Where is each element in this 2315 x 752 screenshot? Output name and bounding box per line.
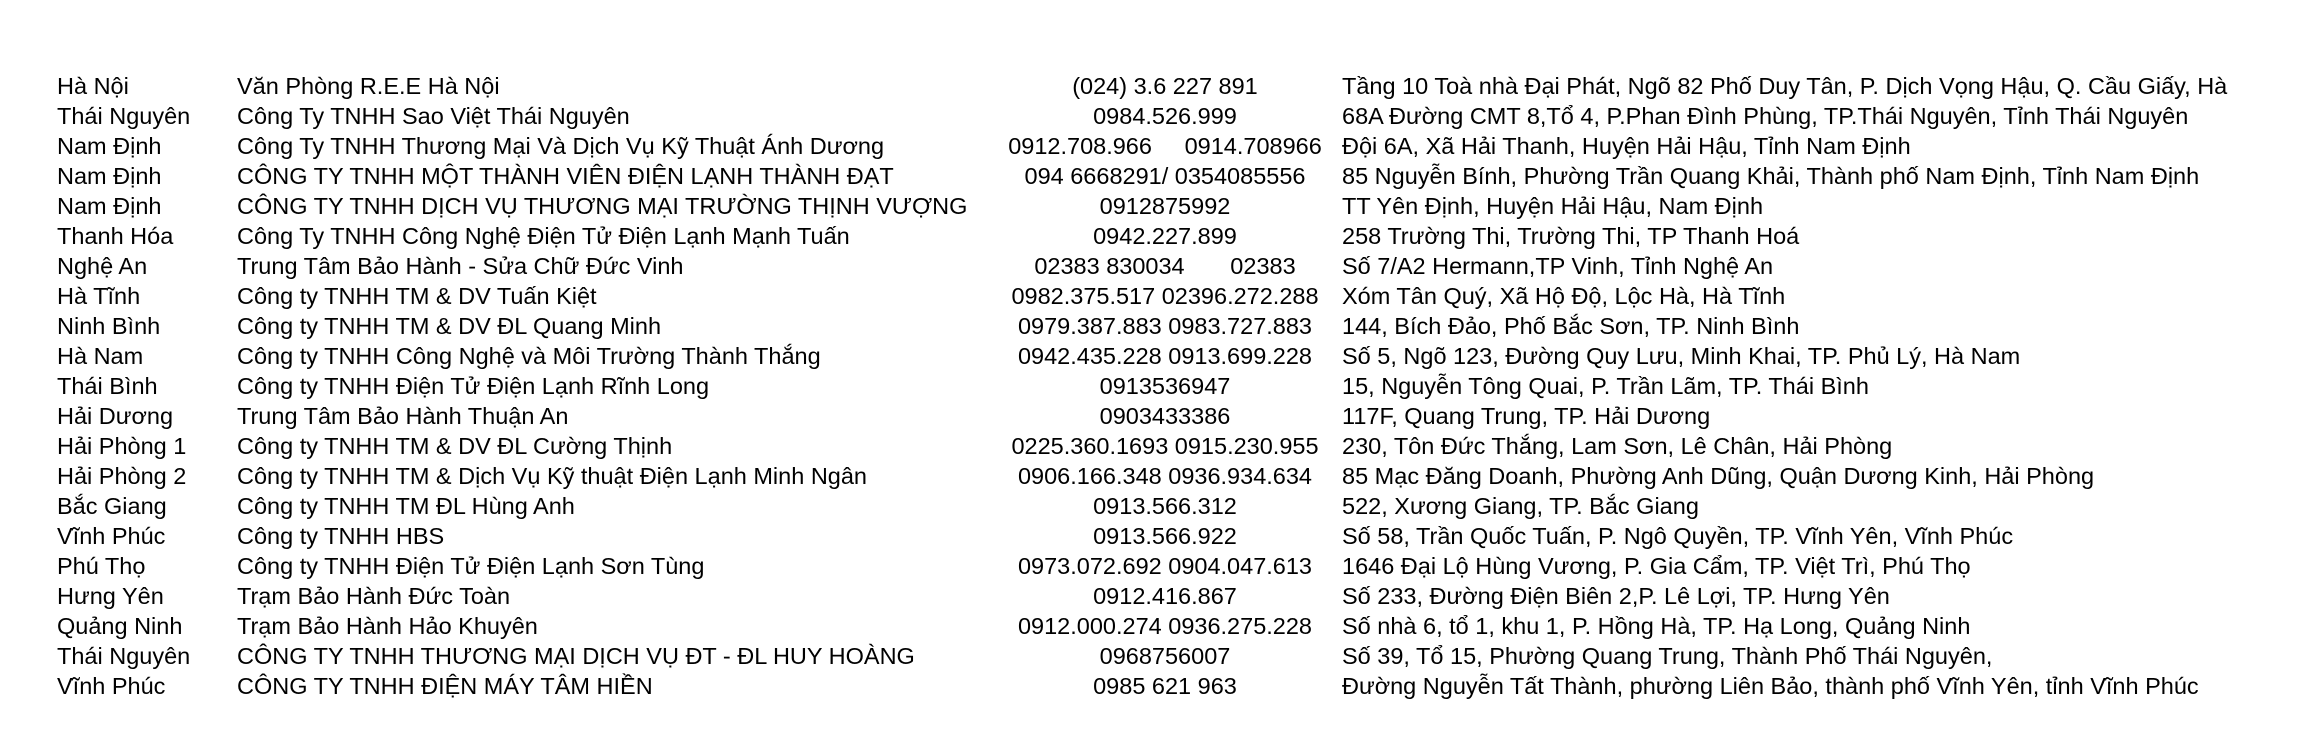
province-cell: Hưng Yên: [57, 583, 164, 609]
province-cell: Ninh Bình: [57, 313, 161, 339]
province-cell: Nam Định: [57, 193, 162, 219]
company-name-cell: Công ty TNHH Công Nghệ và Môi Trường Thành Thắng: [237, 343, 821, 369]
table-row: [0, 672, 2315, 702]
phone-cell: 0973.072.692 0904.047.613: [1017, 553, 1313, 579]
province-cell: Hà Nội: [57, 73, 129, 99]
company-name-cell: Công ty TNHH TM & DV Tuấn Kiệt: [237, 283, 597, 309]
province-cell: Nam Định: [57, 163, 162, 189]
province-cell: Hải Phòng 1: [57, 433, 187, 459]
phone-cell: 0942.227.899: [1093, 223, 1237, 249]
company-name-cell: Công ty TNHH TM & Dịch Vụ Kỹ thuật Điện Lạnh Minh Ngân: [237, 463, 868, 489]
address-cell: Số 5, Ngõ 123, Đường Quy Lưu, Minh Khai, TP. Phủ Lý, Hà Nam: [1342, 343, 2021, 369]
province-cell: Thái Nguyên: [57, 643, 191, 669]
phone-cell: 0225.360.1693 0915.230.955: [1011, 433, 1319, 459]
company-name-cell: Công ty TNHH HBS: [237, 523, 445, 549]
company-name-cell: Trạm Bảo Hành Đức Toàn: [237, 583, 511, 609]
phone-cell: 0984.526.999: [1093, 103, 1237, 129]
table-row: [0, 252, 2315, 282]
table-row: [0, 192, 2315, 222]
address-cell: Tầng 10 Toà nhà Đại Phát, Ngõ 82 Phố Duy Tân, P. Dịch Vọng Hậu, Q. Cầu Giấy, Hà: [1342, 73, 2228, 99]
table-row: [0, 342, 2315, 372]
table-row: [0, 312, 2315, 342]
address-cell: 68A Đường CMT 8,Tổ 4, P.Phan Đình Phùng, TP.Thái Nguyên, Tỉnh Thái Nguyên: [1342, 103, 2189, 129]
address-cell: Đường Nguyễn Tất Thành, phường Liên Bảo, thành phố Vĩnh Yên, tỉnh Vĩnh Phúc: [1342, 673, 2199, 699]
company-name-cell: Trạm Bảo Hành Hảo Khuyên: [237, 613, 538, 639]
address-cell: TT Yên Định, Huyện Hải Hậu, Nam Định: [1342, 193, 1764, 219]
phone-cell: 0913.566.312: [1093, 493, 1237, 519]
phone-cell: 0968756007: [1099, 643, 1231, 669]
address-cell: 258 Trường Thi, Trường Thi, TP Thanh Hoá: [1342, 223, 1800, 249]
address-cell: Số 7/A2 Hermann,TP Vinh, Tỉnh Nghệ An: [1342, 253, 1774, 279]
address-cell: 1646 Đại Lộ Hùng Vương, P. Gia Cẩm, TP. Việt Trì, Phú Thọ: [1342, 553, 1971, 579]
company-name-cell: CÔNG TY TNHH THƯƠNG MẠI DỊCH VỤ ĐT - ĐL HUY HOÀNG: [237, 643, 915, 669]
company-name-cell: Công ty TNHH Điện Tử Điện Lạnh Rĩnh Long: [237, 373, 710, 399]
table-row: [0, 222, 2315, 252]
province-cell: Bắc Giang: [57, 493, 167, 519]
table-row: [0, 402, 2315, 432]
company-name-cell: Công ty TNHH TM & DV ĐL Quang Minh: [237, 313, 662, 339]
company-name-cell: Văn Phòng R.E.E Hà Nội: [237, 73, 500, 99]
address-cell: Số 58, Trần Quốc Tuấn, P. Ngô Quyền, TP. Vĩnh Yên, Vĩnh Phúc: [1342, 523, 2014, 549]
table-row: [0, 282, 2315, 312]
address-cell: 117F, Quang Trung, TP. Hải Dương: [1342, 403, 1711, 429]
phone-cell: 0942.435.228 0913.699.228: [1017, 343, 1313, 369]
phone-cell: 0912875992: [1099, 193, 1231, 219]
province-cell: Nghệ An: [57, 253, 148, 279]
table-row: [0, 492, 2315, 522]
company-name-cell: Công ty TNHH TM ĐL Hùng Anh: [237, 493, 575, 519]
company-name-cell: Công ty TNHH TM & DV ĐL Cường Thịnh: [237, 433, 673, 459]
phone-cell: 094 6668291/ 0354085556: [1024, 163, 1306, 189]
address-cell: Số 39, Tổ 15, Phường Quang Trung, Thành Phố Thái Nguyên,: [1342, 643, 1993, 669]
table-row: [0, 72, 2315, 102]
address-cell: 85 Nguyễn Bính, Phường Trần Quang Khải, Thành phố Nam Định, Tỉnh Nam Định: [1342, 163, 2200, 189]
address-cell: 144, Bích Đảo, Phố Bắc Sơn, TP. Ninh Bình: [1342, 313, 1800, 339]
address-cell: Số nhà 6, tổ 1, khu 1, P. Hồng Hà, TP. Hạ Long, Quảng Ninh: [1342, 613, 1971, 639]
company-name-cell: Công ty TNHH Điện Tử Điện Lạnh Sơn Tùng: [237, 553, 705, 579]
address-cell: 15, Nguyễn Tông Quai, P. Trần Lãm, TP. Thái Bình: [1342, 373, 1869, 399]
province-cell: Hà Nam: [57, 343, 144, 369]
province-cell: Thái Bình: [57, 373, 158, 399]
company-name-cell: Công Ty TNHH Thương Mại Và Dịch Vụ Kỹ Thuật Ánh Dương: [237, 133, 885, 159]
phone-cell: 0913536947: [1099, 373, 1231, 399]
phone-cell: 0982.375.517 02396.272.288: [1011, 283, 1319, 309]
table-row: [0, 612, 2315, 642]
phone-cell: 0913.566.922: [1093, 523, 1237, 549]
company-name-cell: Trung Tâm Bảo Hành Thuận An: [237, 403, 569, 429]
company-name-cell: CÔNG TY TNHH ĐIỆN MÁY TÂM HIỀN: [237, 673, 653, 699]
phone-cell: (024) 3.6 227 891: [1072, 73, 1258, 99]
province-cell: Vĩnh Phúc: [57, 523, 166, 549]
table-row: [0, 552, 2315, 582]
province-cell: Thanh Hóa: [57, 223, 174, 249]
company-name-cell: Trung Tâm Bảo Hành - Sửa Chữ Đức Vinh: [237, 253, 684, 279]
table-row: [0, 642, 2315, 672]
address-cell: Đội 6A, Xã Hải Thanh, Huyện Hải Hậu, Tỉnh Nam Định: [1342, 133, 1911, 159]
table-row: [0, 522, 2315, 552]
province-cell: Hà Tĩnh: [57, 283, 141, 309]
table-row: [0, 372, 2315, 402]
table-row: [0, 432, 2315, 462]
phone-cell: 0912.416.867: [1093, 583, 1237, 609]
province-cell: Quảng Ninh: [57, 613, 183, 639]
phone-cell: 0912.000.274 0936.275.228: [1017, 613, 1313, 639]
province-cell: Phú Thọ: [57, 553, 146, 579]
address-cell: 230, Tôn Đức Thắng, Lam Sơn, Lê Chân, Hải Phòng: [1342, 433, 1893, 459]
province-cell: Hải Phòng 2: [57, 463, 187, 489]
phone-cell: 0906.166.348 0936.934.634: [1017, 463, 1313, 489]
table-row: [0, 462, 2315, 492]
phone-cell: 0979.387.883 0983.727.883: [1017, 313, 1313, 339]
province-cell: Thái Nguyên: [57, 103, 191, 129]
address-cell: 522, Xương Giang, TP. Bắc Giang: [1342, 493, 1699, 519]
address-cell: 85 Mạc Đăng Doanh, Phường Anh Dũng, Quận Dương Kinh, Hải Phòng: [1342, 463, 2095, 489]
table-row: [0, 102, 2315, 132]
table-row: [0, 162, 2315, 192]
table-row: [0, 582, 2315, 612]
province-cell: Vĩnh Phúc: [57, 673, 166, 699]
company-name-cell: Công Ty TNHH Sao Việt Thái Nguyên: [237, 103, 630, 129]
company-name-cell: Công Ty TNHH Công Nghệ Điện Tử Điện Lạnh Mạnh Tuấn: [237, 223, 850, 249]
phone-cell: 0912.708.966 0914.708966: [1008, 133, 1322, 159]
address-cell: Xóm Tân Quý, Xã Hộ Độ, Lộc Hà, Hà Tĩnh: [1342, 283, 1786, 309]
phone-cell: 02383 830034 02383: [1034, 253, 1296, 279]
table-row: [0, 132, 2315, 162]
phone-cell: 0985 621 963: [1093, 673, 1237, 699]
province-cell: Nam Định: [57, 133, 162, 159]
phone-cell: 0903433386: [1099, 403, 1231, 429]
address-cell: Số 233, Đường Điện Biên 2,P. Lê Lợi, TP. Hưng Yên: [1342, 583, 1890, 609]
province-cell: Hải Dương: [57, 403, 174, 429]
company-name-cell: CÔNG TY TNHH DỊCH VỤ THƯƠNG MẠI TRƯỜNG THỊNH VƯỢNG: [237, 193, 968, 219]
company-name-cell: CÔNG TY TNHH MỘT THÀNH VIÊN ĐIỆN LẠNH THÀNH ĐẠT: [237, 163, 894, 189]
